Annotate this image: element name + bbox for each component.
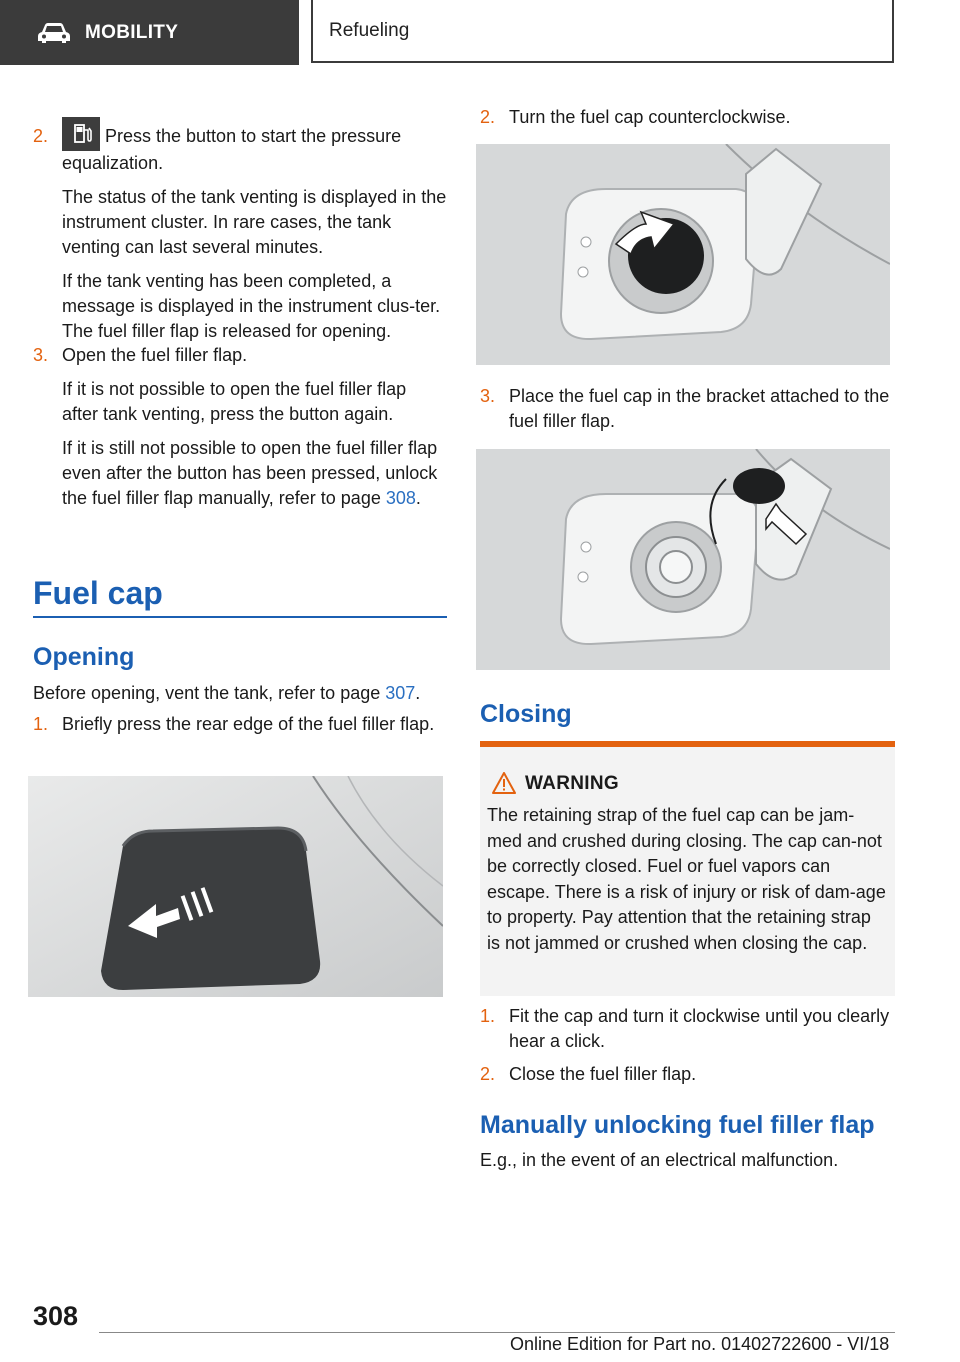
step-text: Press the button to start the pressure equalization. — [62, 124, 447, 176]
step-text: Open the fuel filler flap. — [62, 345, 248, 365]
step-text: If it is still not possible to open the fuel filler flap even after the button has been pressed, unlock the fuel filler flap manually, refer to page 308. — [62, 438, 438, 508]
section-heading: Fuel cap — [33, 575, 163, 611]
fuel-pump-icon — [62, 117, 100, 151]
step-number: 2. — [33, 126, 49, 146]
step-text: If it is not possible to open the fuel filler flap after tank venting, press the button again. — [62, 379, 407, 424]
opening-intro: Before opening, vent the tank, refer to page 307. — [33, 683, 421, 703]
subheading-manual-unlock: Manually unlocking fuel filler flap — [480, 1111, 875, 1139]
manual-intro: E.g., in the event of an electrical malfunction. — [480, 1150, 839, 1170]
warning-box — [480, 741, 895, 996]
step-number: 2. — [480, 107, 496, 127]
step-text: If the tank venting has been completed, a message is displayed in the instrument clus‐ter. The fuel filler flap is released for opening. — [62, 271, 441, 341]
chapter-tab — [311, 0, 894, 63]
step-text: Turn the fuel cap counterclockwise. — [509, 107, 791, 127]
warning-text: The retaining strap of the fuel cap can be jam‐med and crushed during closing. The cap can‐not be correctly closed. Fuel or fuel vapors can escape. There is a risk of injury or risk of dam‐age to property. Pay attention that the retaining strap is not jammed or crushed when closing the cap. — [487, 805, 886, 953]
chapter-title: Refueling — [329, 19, 410, 41]
step-text: Briefly press the rear edge of the fuel filler flap. — [62, 714, 435, 734]
footer-rule — [99, 1332, 895, 1333]
step-text: Place the fuel cap in the bracket attached to the fuel filler flap. — [509, 386, 890, 431]
step-text: Fit the cap and turn it clockwise until you clearly hear a click. — [509, 1006, 890, 1051]
step-number: 1. — [480, 1006, 496, 1026]
fuel-cap-turn-illustration — [476, 144, 890, 365]
warning-triangle-icon — [492, 772, 516, 794]
step-number: 3. — [33, 345, 49, 365]
page-number: 308 — [33, 1301, 79, 1331]
section-tab — [0, 0, 299, 65]
heading-rule — [33, 616, 447, 618]
step-text: Close the fuel filler flap. — [509, 1064, 697, 1084]
step-text: The status of the tank venting is displayed in the instrument cluster. In rare cases, the tank venting can last several minutes. — [62, 187, 447, 257]
step-number: 1. — [33, 714, 49, 734]
warning-title: WARNING — [525, 773, 619, 794]
step-number: 3. — [480, 386, 496, 406]
car-icon — [37, 22, 71, 44]
fuel-cap-bracket-illustration — [476, 449, 890, 670]
fuel-flap-press-illustration — [28, 776, 443, 997]
page-link[interactable]: 307 — [385, 683, 416, 703]
edition-label: Online Edition for Part no. 01402722600 - VI/18 — [510, 1334, 890, 1354]
page-link[interactable]: 308 — [385, 488, 416, 508]
section-title: MOBILITY — [85, 21, 179, 43]
step-number: 2. — [480, 1064, 496, 1084]
subheading-opening: Opening — [33, 643, 135, 671]
subheading-closing: Closing — [480, 700, 572, 728]
